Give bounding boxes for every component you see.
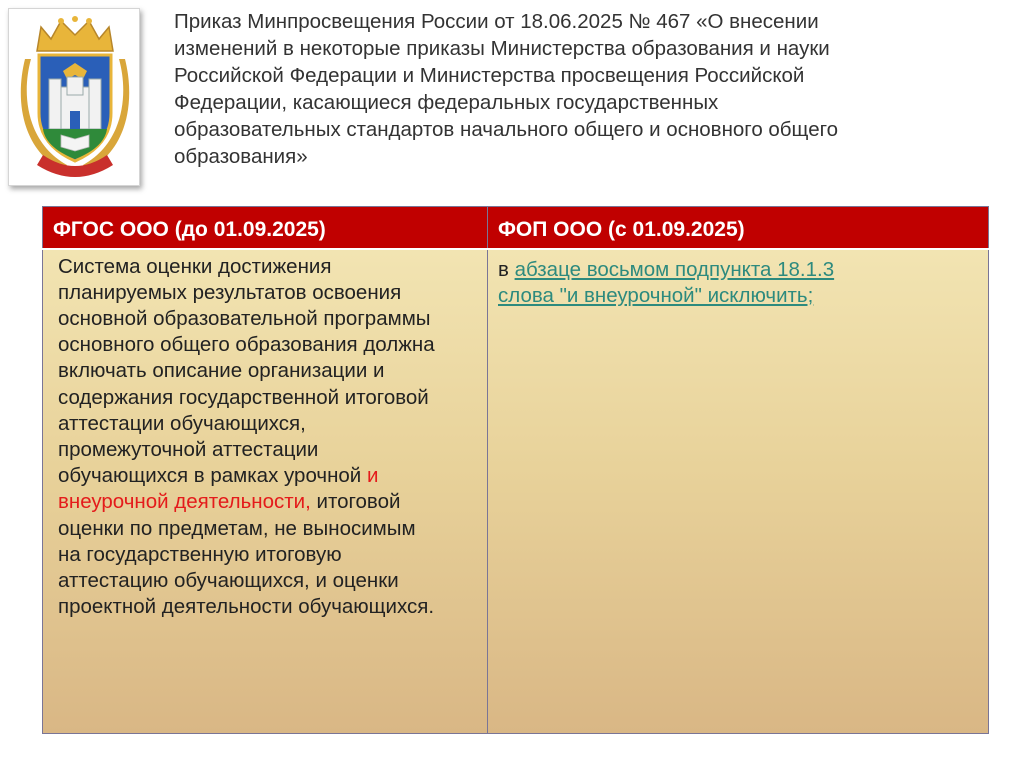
cell-text-part: итоговой оценки по предметам, не выносимым на государственную итоговую аттестацию обучающихся, и оценки проектной деятельности обучающихся. [58,490,435,619]
comparison-table [42,206,989,734]
emblem-frame [8,8,140,186]
cell-text-part: Система оценки достижения планируемых результатов освоения основной образовательной программы основного общего образования должна включать описание организации и содержания государственной итоговой аттестации обучающихся, промежуточной аттестации обучающихся в рамках урочной [58,254,435,488]
cell-fop-text [488,249,989,734]
column-header-fop: ФОП ООО (с 01.09.2025) [488,207,989,249]
page-title: Приказ Минпросвещения России от 18.06.2025 № 467 «О внесении изменений в некоторые приказы Министерства образования и науки Российской Федерации и Министерства просвещения Российской Федерации, касающиеся федеральных государственных образовательных стандартов начального общего и основного общего образования» [174,10,839,168]
crown-shape [37,21,113,51]
highlighted-removed-text: и внеурочной деятельности, [58,464,379,514]
table-row [43,249,989,734]
amendment-link[interactable]: абзаце восьмом подпункта 18.1.3 слова "и внеурочной" исключить; [498,257,835,307]
column-header-fgos: ФГОС ООО (до 01.09.2025) [43,207,488,249]
coat-of-arms-icon [17,15,133,181]
cell-prefix: в [498,257,515,281]
table-header-row [43,207,989,249]
cell-fgos-text [43,249,488,734]
